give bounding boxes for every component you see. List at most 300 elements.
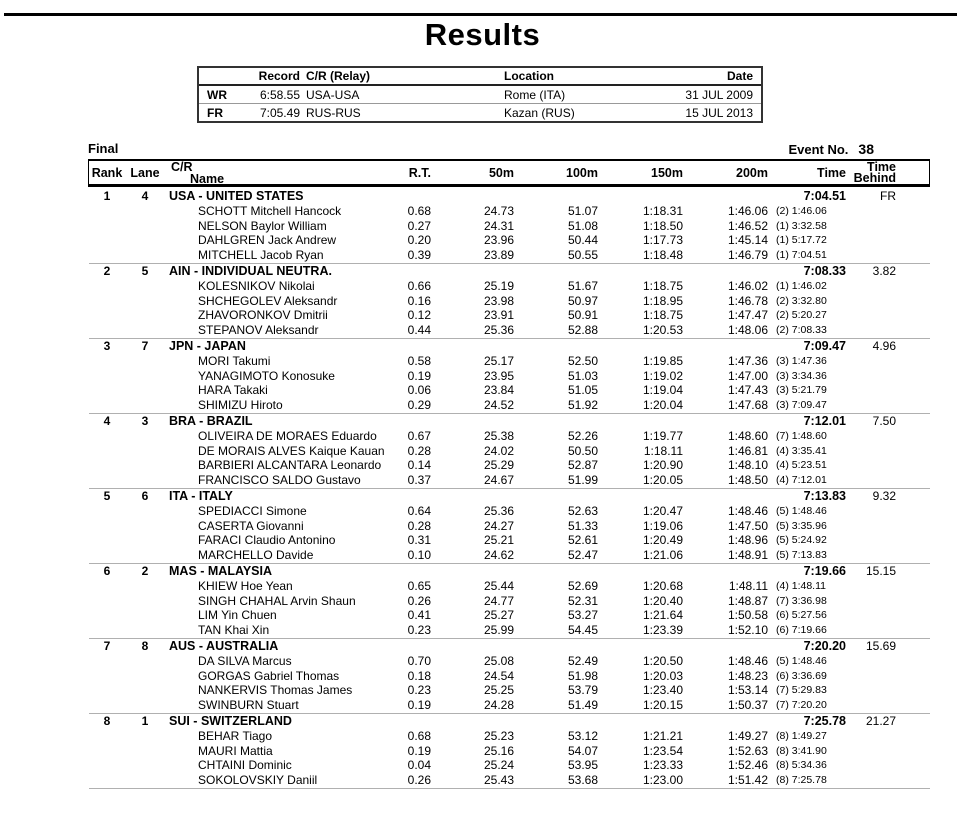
swimmer-150m: 1:23.33 (642, 758, 683, 772)
swimmer-150m: 1:20.04 (642, 397, 683, 412)
swimmer-rt: 0.68 (407, 204, 431, 218)
swimmer-150m: 1:23.54 (642, 743, 683, 758)
swimmer-200m: 1:48.60 (727, 429, 768, 443)
swimmer-rt: 0.68 (407, 729, 431, 743)
swimmer-name: TAN Khai Xin (198, 622, 270, 637)
swimmer-name: FARACI Claudio Antonino (198, 533, 336, 547)
swimmer-50m: 25.25 (483, 683, 514, 697)
records-table (197, 66, 763, 123)
swimmer-150m: 1:23.40 (642, 683, 683, 697)
swimmer-150m: 1:21.06 (642, 547, 683, 562)
swimmer-rt: 0.18 (407, 668, 431, 683)
team-time-behind: FR (880, 189, 896, 203)
swimmer-rt: 0.58 (407, 354, 431, 368)
swimmer-50m: 24.27 (483, 518, 514, 533)
swimmer-cumulative-split: (2) 7:08.33 (776, 323, 827, 336)
swimmer-name: KHIEW Hoe Yean (198, 579, 293, 593)
swimmer-cumulative-split: (3) 1:47.36 (776, 355, 827, 367)
swimmer-100m: 52.63 (567, 504, 598, 518)
team-rank: 5 (103, 489, 111, 503)
swimmer-cumulative-split: (2) 5:20.27 (776, 309, 827, 321)
swimmer-cumulative-split: (1) 7:04.51 (776, 248, 827, 261)
swimmer-row (89, 279, 930, 294)
header-100m: 100m (566, 166, 598, 180)
record-date: 31 JUL 2009 (685, 87, 753, 102)
swimmer-100m: 54.45 (567, 622, 598, 637)
swimmer-name: DAHLGREN Jack Andrew (198, 233, 337, 247)
swimmer-100m: 52.69 (567, 579, 598, 593)
swimmer-150m: 1:18.75 (642, 279, 683, 293)
team-rank: 3 (103, 339, 111, 353)
records-header-cr-relay: C/R (Relay) (306, 69, 371, 83)
swimmer-50m: 24.28 (483, 697, 514, 712)
header-rt: R.T. (408, 166, 431, 180)
swimmer-150m: 1:21.21 (642, 729, 683, 743)
swimmer-row (89, 654, 930, 669)
swimmer-cumulative-split: (1) 1:46.02 (776, 280, 827, 292)
swimmer-50m: 23.84 (483, 383, 514, 397)
swimmer-150m: 1:21.64 (642, 608, 683, 622)
swimmer-cumulative-split: (5) 5:24.92 (776, 534, 827, 546)
swimmer-150m: 1:19.04 (642, 383, 683, 397)
swimmer-cumulative-split: (5) 1:48.46 (776, 505, 827, 517)
swimmer-rt: 0.44 (407, 322, 431, 337)
swimmer-row (89, 294, 930, 309)
record-code: FR (207, 105, 223, 120)
swimmer-150m: 1:18.50 (642, 218, 683, 233)
results-body (88, 187, 930, 789)
swimmer-name: GORGAS Gabriel Thomas (198, 668, 340, 683)
header-50m: 50m (488, 166, 514, 180)
swimmer-200m: 1:52.63 (727, 743, 768, 758)
record-row-wr (199, 86, 761, 104)
team-lane: 6 (141, 489, 149, 503)
team-lane: 1 (141, 714, 149, 728)
swimmer-150m: 1:20.40 (642, 593, 683, 608)
swimmer-100m: 53.79 (567, 683, 598, 697)
swimmer-cumulative-split: (7) 1:48.60 (776, 430, 827, 442)
swimmer-50m: 24.67 (483, 472, 514, 487)
team-row (89, 189, 930, 204)
swimmer-cumulative-split: (4) 5:23.51 (776, 459, 827, 471)
swimmer-name: SCHOTT Mitchell Hancock (198, 204, 342, 218)
swimmer-50m: 25.08 (483, 654, 514, 668)
swimmer-row (89, 519, 930, 534)
swimmer-row (89, 548, 930, 563)
swimmer-200m: 1:48.91 (727, 547, 768, 562)
swimmer-200m: 1:48.50 (727, 472, 768, 487)
swimmer-cumulative-split: (3) 3:34.36 (776, 369, 827, 382)
team-time-behind: 4.96 (872, 339, 896, 353)
swimmer-cumulative-split: (8) 1:49.27 (776, 730, 827, 742)
swimmer-row (89, 473, 930, 488)
swimmer-150m: 1:19.85 (642, 354, 683, 368)
results-header-row (88, 159, 930, 187)
team-block (89, 339, 930, 414)
swimmer-100m: 51.98 (567, 668, 598, 683)
team-row (89, 564, 930, 579)
swimmer-row (89, 729, 930, 744)
swimmer-50m: 24.77 (483, 593, 514, 608)
swimmer-200m: 1:45.14 (727, 233, 768, 247)
team-block (89, 189, 930, 264)
swimmer-50m: 25.36 (483, 322, 514, 337)
record-time: 7:05.49 (259, 105, 300, 120)
team-row (89, 714, 930, 729)
swimmer-cumulative-split: (5) 3:35.96 (776, 519, 827, 532)
team-name: BRA - BRAZIL (169, 414, 253, 428)
swimmer-150m: 1:20.03 (642, 668, 683, 683)
team-lane: 5 (141, 264, 149, 278)
swimmer-200m: 1:52.10 (727, 622, 768, 637)
team-row (89, 414, 930, 429)
team-rank: 4 (103, 414, 111, 428)
swimmer-row (89, 429, 930, 444)
team-name: SUI - SWITZERLAND (169, 714, 292, 728)
swimmer-100m: 50.91 (567, 308, 598, 322)
swimmer-150m: 1:19.06 (642, 518, 683, 533)
swimmer-rt: 0.26 (407, 772, 431, 787)
swimmer-row (89, 698, 930, 713)
page-title: Results (424, 17, 541, 52)
swimmer-cumulative-split: (7) 5:29.83 (776, 684, 827, 696)
swimmer-100m: 51.49 (567, 697, 598, 712)
team-block (89, 714, 930, 789)
team-lane: 4 (141, 189, 149, 203)
swimmer-100m: 51.03 (567, 368, 598, 383)
swimmer-150m: 1:19.02 (642, 368, 683, 383)
swimmer-50m: 25.24 (483, 758, 514, 772)
swimmer-100m: 51.05 (567, 383, 598, 397)
swimmer-50m: 25.38 (483, 429, 514, 443)
team-block (89, 564, 930, 639)
swimmer-rt: 0.27 (407, 218, 431, 233)
swimmer-cumulative-split: (3) 7:09.47 (776, 398, 827, 411)
swimmer-name: SPEDIACCI Simone (198, 504, 307, 518)
team-block (89, 489, 930, 564)
team-rank: 8 (103, 714, 111, 728)
swimmer-name: LIM Yin Chuen (198, 608, 277, 622)
swimmer-row (89, 383, 930, 398)
swimmer-rt: 0.19 (407, 368, 431, 383)
team-time: 7:12.01 (803, 414, 846, 428)
swimmer-100m: 53.12 (567, 729, 598, 743)
team-row (89, 264, 930, 279)
swimmer-100m: 51.07 (567, 204, 598, 218)
swimmer-row (89, 398, 930, 413)
swimmer-150m: 1:20.50 (642, 654, 683, 668)
swimmer-cumulative-split: (8) 3:41.90 (776, 744, 827, 757)
swimmer-50m: 25.99 (483, 622, 514, 637)
swimmer-200m: 1:48.10 (727, 458, 768, 472)
records-header-row (199, 68, 761, 86)
header-rank: Rank (91, 166, 123, 180)
swimmer-100m: 52.26 (567, 429, 598, 443)
team-time-behind: 21.27 (865, 714, 896, 728)
team-time-behind: 3.82 (872, 264, 896, 278)
swimmer-rt: 0.06 (407, 383, 431, 397)
swimmer-row (89, 504, 930, 519)
swimmer-50m: 24.73 (483, 204, 514, 218)
team-time-behind: 15.69 (865, 639, 896, 653)
swimmer-50m: 25.16 (483, 743, 514, 758)
swimmer-row (89, 533, 930, 548)
swimmer-cumulative-split: (4) 3:35.41 (776, 444, 827, 457)
swimmer-name: SINGH CHAHAL Arvin Shaun (198, 593, 356, 608)
swimmer-rt: 0.23 (407, 622, 431, 637)
swimmer-200m: 1:50.37 (727, 697, 768, 712)
swimmer-cumulative-split: (7) 7:20.20 (776, 698, 827, 711)
team-time-behind: 15.15 (865, 564, 896, 578)
records-header-record: Record (258, 69, 300, 83)
team-name: ITA - ITALY (169, 489, 233, 503)
swimmer-150m: 1:23.00 (642, 772, 683, 787)
swimmer-name: ZHAVORONKOV Dmitrii (198, 308, 328, 322)
swimmer-rt: 0.64 (407, 504, 431, 518)
swimmer-name: DA SILVA Marcus (198, 654, 292, 668)
team-name: AUS - AUSTRALIA (169, 639, 279, 653)
swimmer-200m: 1:46.78 (727, 293, 768, 308)
swimmer-name: MAURI Mattia (198, 743, 273, 758)
swimmer-200m: 1:52.46 (727, 758, 768, 772)
record-date: 15 JUL 2013 (685, 105, 753, 120)
swimmer-name: MARCHELLO Davide (198, 547, 314, 562)
header-behind-line2: Behind (853, 171, 896, 185)
swimmer-150m: 1:20.05 (642, 472, 683, 487)
swimmer-200m: 1:46.81 (727, 443, 768, 458)
swimmer-150m: 1:20.53 (642, 322, 683, 337)
phase-label: Final (88, 141, 119, 156)
swimmer-50m: 25.36 (483, 504, 514, 518)
swimmer-name: NELSON Baylor William (198, 218, 327, 233)
swimmer-rt: 0.67 (407, 429, 431, 443)
swimmer-name: BEHAR Tiago (198, 729, 273, 743)
swimmer-100m: 53.27 (567, 608, 598, 622)
swimmer-150m: 1:18.31 (642, 204, 683, 218)
swimmer-name: STEPANOV Aleksandr (198, 322, 319, 337)
records-header-location: Location (504, 69, 554, 83)
team-name: USA - UNITED STATES (169, 189, 304, 203)
team-row (89, 489, 930, 504)
record-location: Rome (ITA) (504, 87, 566, 102)
header-behind-line1: Time (867, 160, 896, 174)
team-rank: 7 (103, 639, 111, 653)
swimmer-50m: 23.96 (483, 233, 514, 247)
swimmer-200m: 1:48.11 (728, 579, 768, 593)
swimmer-cumulative-split: (6) 7:19.66 (776, 623, 827, 636)
swimmer-name: HARA Takaki (198, 383, 268, 397)
swimmer-50m: 23.98 (483, 293, 514, 308)
swimmer-name: CASERTA Giovanni (198, 518, 304, 533)
swimmer-name: FRANCISCO SALDO Gustavo (198, 472, 361, 487)
team-rank: 2 (103, 264, 111, 278)
swimmer-name: SOKOLOVSKIY Daniil (198, 772, 318, 787)
event-number-label (788, 141, 874, 157)
swimmer-rt: 0.10 (407, 547, 431, 562)
swimmer-row (89, 773, 930, 788)
swimmer-name: BARBIERI ALCANTARA Leonardo (198, 458, 382, 472)
swimmer-row (89, 683, 930, 698)
swimmer-name: SWINBURN Stuart (198, 697, 299, 712)
swimmer-row (89, 444, 930, 459)
swimmer-100m: 52.47 (567, 547, 598, 562)
swimmer-100m: 52.31 (567, 593, 598, 608)
swimmer-row (89, 204, 930, 219)
team-time: 7:08.33 (803, 264, 846, 278)
swimmer-200m: 1:46.06 (727, 204, 768, 218)
swimmer-200m: 1:48.96 (727, 533, 768, 547)
swimmer-row (89, 233, 930, 248)
header-lane: Lane (130, 166, 160, 180)
swimmer-cumulative-split: (8) 5:34.36 (776, 759, 827, 771)
swimmer-100m: 53.68 (567, 772, 598, 787)
swimmer-name: OLIVEIRA DE MORAES Eduardo (198, 429, 377, 443)
swimmer-150m: 1:19.77 (642, 429, 683, 443)
swimmer-200m: 1:47.36 (727, 354, 768, 368)
top-divider (4, 13, 957, 16)
swimmer-200m: 1:51.42 (727, 772, 768, 787)
swimmer-50m: 25.19 (483, 279, 514, 293)
team-lane: 7 (141, 339, 149, 353)
swimmer-rt: 0.26 (407, 593, 431, 608)
swimmer-rt: 0.28 (407, 443, 431, 458)
swimmer-150m: 1:18.48 (642, 247, 683, 262)
record-cr: RUS-RUS (306, 105, 361, 120)
header-cr: C/R (171, 160, 193, 174)
header-200m: 200m (736, 166, 768, 180)
swimmer-cumulative-split: (7) 3:36.98 (776, 594, 827, 607)
swimmer-name: CHTAINI Dominic (198, 758, 292, 772)
team-name: MAS - MALAYSIA (169, 564, 273, 578)
swimmer-rt: 0.20 (407, 233, 431, 247)
swimmer-name: MITCHELL Jacob Ryan (198, 247, 324, 262)
team-lane: 3 (141, 414, 149, 428)
record-row-fr (199, 104, 761, 121)
swimmer-cumulative-split: (4) 1:48.11 (776, 580, 827, 592)
team-block (89, 639, 930, 714)
swimmer-rt: 0.16 (407, 293, 431, 308)
swimmer-rt: 0.66 (407, 279, 431, 293)
swimmer-row (89, 458, 930, 473)
swimmer-100m: 51.67 (567, 279, 598, 293)
team-row (89, 639, 930, 654)
swimmer-50m: 23.89 (483, 247, 514, 262)
swimmer-rt: 0.37 (407, 472, 431, 487)
swimmer-cumulative-split: (8) 7:25.78 (776, 773, 827, 786)
team-rank: 1 (103, 189, 111, 203)
swimmer-50m: 24.54 (483, 668, 514, 683)
swimmer-200m: 1:48.87 (727, 593, 768, 608)
swimmer-cumulative-split: (4) 7:12.01 (776, 473, 827, 486)
swimmer-row (89, 623, 930, 638)
swimmer-row (89, 758, 930, 773)
swimmer-200m: 1:48.23 (727, 668, 768, 683)
swimmer-50m: 25.29 (483, 458, 514, 472)
swimmer-name: MORI Takumi (198, 354, 271, 368)
team-time: 7:19.66 (803, 564, 846, 578)
swimmer-100m: 54.07 (567, 743, 598, 758)
swimmer-rt: 0.12 (407, 308, 431, 322)
swimmer-rt: 0.19 (407, 743, 431, 758)
swimmer-200m: 1:46.52 (727, 218, 768, 233)
swimmer-rt: 0.28 (407, 518, 431, 533)
swimmer-100m: 50.50 (567, 443, 598, 458)
swimmer-150m: 1:18.95 (642, 293, 683, 308)
team-time: 7:20.20 (803, 639, 846, 653)
swimmer-row (89, 369, 930, 384)
swimmer-200m: 1:53.14 (727, 683, 768, 697)
swimmer-50m: 25.44 (483, 579, 514, 593)
swimmer-50m: 25.43 (483, 772, 514, 787)
team-time-behind: 7.50 (872, 414, 896, 428)
swimmer-200m: 1:48.06 (727, 322, 768, 337)
swimmer-100m: 53.95 (567, 758, 598, 772)
header-cr-name (165, 161, 361, 185)
swimmer-cumulative-split: (5) 7:13.83 (776, 548, 827, 561)
swimmer-rt: 0.39 (407, 247, 431, 262)
team-time-behind: 9.32 (872, 489, 896, 503)
swimmer-row (89, 248, 930, 263)
swimmer-150m: 1:18.11 (643, 443, 683, 458)
swimmer-200m: 1:50.58 (727, 608, 768, 622)
swimmer-rt: 0.04 (407, 758, 431, 772)
team-time: 7:13.83 (803, 489, 846, 503)
swimmer-100m: 51.99 (567, 472, 598, 487)
swimmer-rt: 0.14 (407, 458, 431, 472)
team-name: JPN - JAPAN (169, 339, 246, 353)
swimmer-100m: 51.92 (567, 397, 598, 412)
header-time-behind (846, 162, 896, 184)
swimmer-name: SHIMIZU Hiroto (198, 397, 283, 412)
swimmer-rt: 0.65 (407, 579, 431, 593)
swimmer-200m: 1:47.50 (727, 518, 768, 533)
swimmer-200m: 1:47.43 (727, 383, 768, 397)
swimmer-100m: 52.49 (567, 654, 598, 668)
swimmer-50m: 25.23 (483, 729, 514, 743)
swimmer-cumulative-split: (2) 3:32.80 (776, 294, 827, 307)
records-header-date: Date (726, 69, 753, 83)
header-150m: 150m (651, 166, 683, 180)
swimmer-200m: 1:46.79 (727, 247, 768, 262)
swimmer-200m: 1:48.46 (727, 504, 768, 518)
record-location: Kazan (RUS) (504, 105, 575, 120)
swimmer-50m: 24.02 (483, 443, 514, 458)
swimmer-50m: 24.31 (483, 218, 514, 233)
team-block (89, 264, 930, 339)
swimmer-rt: 0.70 (407, 654, 431, 668)
swimmer-150m: 1:20.15 (642, 697, 683, 712)
swimmer-150m: 1:20.47 (642, 504, 683, 518)
phase-line (88, 141, 930, 157)
record-time: 6:58.55 (259, 87, 300, 102)
swimmer-150m: 1:20.68 (642, 579, 683, 593)
event-label-text: Event No. (788, 142, 849, 157)
swimmer-name: YANAGIMOTO Konosuke (198, 368, 335, 383)
swimmer-cumulative-split: (1) 5:17.72 (776, 234, 827, 246)
team-name: AIN - INDIVIDUAL NEUTRA. (169, 264, 332, 278)
swimmer-cumulative-split: (6) 5:27.56 (776, 609, 827, 621)
team-rank: 6 (103, 564, 111, 578)
swimmer-cumulative-split: (1) 3:32.58 (776, 219, 827, 232)
swimmer-100m: 52.87 (567, 458, 598, 472)
swimmer-rt: 0.41 (407, 608, 431, 622)
team-block (89, 414, 930, 489)
swimmer-100m: 50.97 (567, 293, 598, 308)
swimmer-row (89, 308, 930, 323)
swimmer-200m: 1:47.47 (727, 308, 768, 322)
swimmer-200m: 1:46.02 (727, 279, 768, 293)
team-lane: 2 (141, 564, 149, 578)
